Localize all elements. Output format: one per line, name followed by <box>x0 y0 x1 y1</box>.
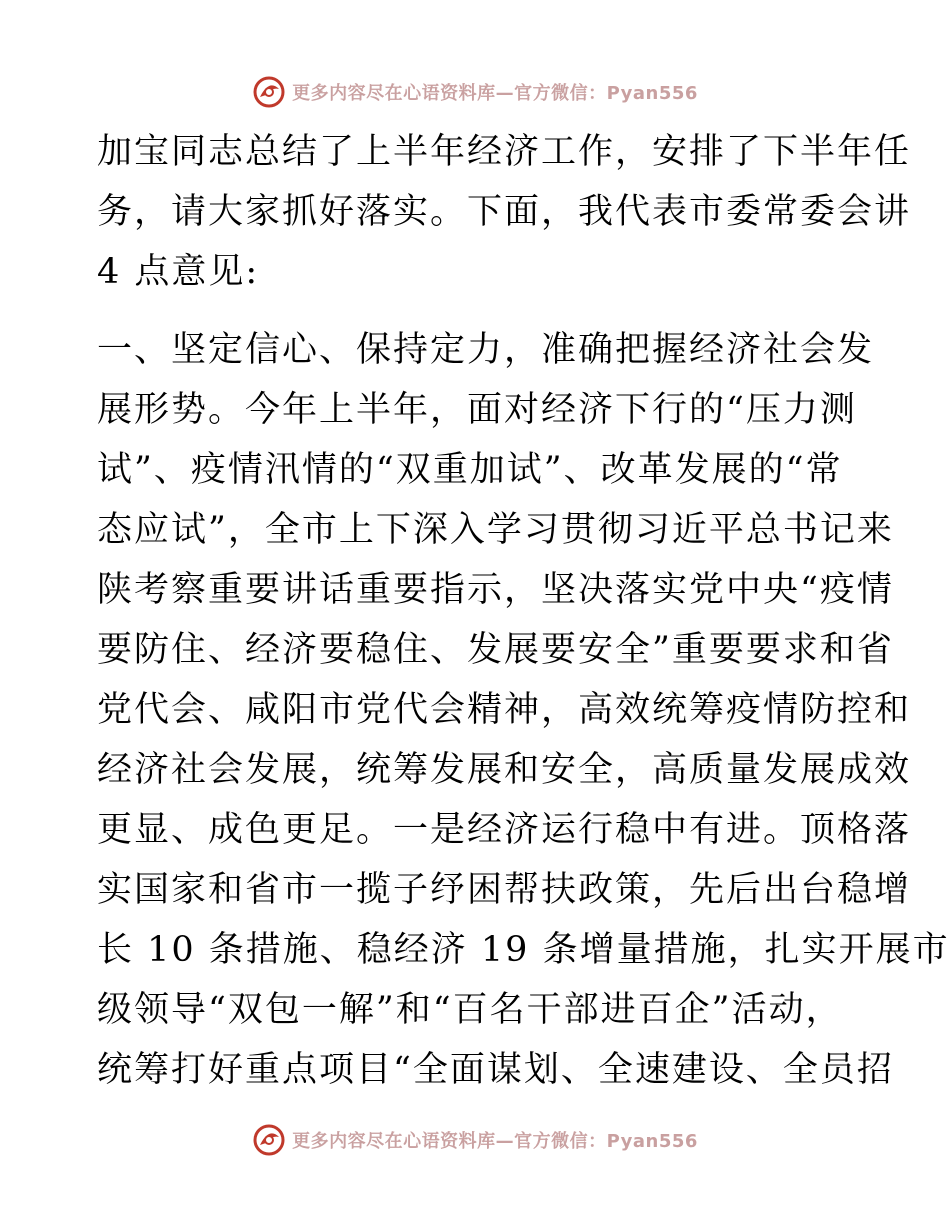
text-line: 展形势。今年上半年，面对经济下行的“压力测 <box>97 390 857 430</box>
text-line: 务，请大家抓好落实。下面，我代表市委常委会讲 <box>97 192 912 232</box>
text-line: 试”、疫情汛情的“双重加试”、改革发展的“常 <box>97 450 843 490</box>
text-line: 一、坚定信心、保持定力，准确把握经济社会发 <box>97 330 875 370</box>
header-watermark <box>0 72 950 112</box>
text-line: 经济社会发展，统筹发展和安全，高质量发展成效 <box>97 750 912 790</box>
footer-watermark <box>0 1120 950 1160</box>
text-line: 党代会、咸阳市党代会精神，高效统筹疫情防控和 <box>97 690 912 730</box>
text-line: 更显、成色更足。一是经济运行稳中有进。顶格落 <box>97 810 912 850</box>
red-swirl-logo-icon <box>252 75 286 109</box>
text-line: 统筹打好重点项目“全面谋划、全速建设、全员招 <box>97 1050 894 1090</box>
text-line: 4 点意见: <box>97 252 260 292</box>
text-line: 实国家和省市一揽子纾困帮扶政策，先后出台稳增 <box>97 870 912 910</box>
paragraph-section-one <box>97 320 950 1100</box>
text-line: 陕考察重要讲话重要指示，坚决落实党中央“疫情 <box>97 570 894 610</box>
watermark-text: 更多内容尽在心语资料库—官方微信：Pyan556 <box>292 1131 698 1152</box>
text-line: 长 10 条措施、稳经济 19 条增量措施，扎实开展市 <box>97 930 950 970</box>
text-line: 态应试”，全市上下深入学习贯彻习近平总书记来 <box>97 510 894 550</box>
red-swirl-logo-icon <box>252 1123 286 1157</box>
document-body <box>97 122 950 1100</box>
watermark-text: 更多内容尽在心语资料库—官方微信：Pyan556 <box>292 83 698 104</box>
paragraph-intro <box>97 122 912 302</box>
paragraph-gap <box>97 302 857 320</box>
text-line: 要防住、经济要稳住、发展要安全”重要要求和省 <box>97 630 894 670</box>
text-line: 级领导“双包一解”和“百名干部进百企”活动， <box>97 990 843 1030</box>
text-line: 加宝同志总结了上半年经济工作，安排了下半年任 <box>97 132 912 172</box>
